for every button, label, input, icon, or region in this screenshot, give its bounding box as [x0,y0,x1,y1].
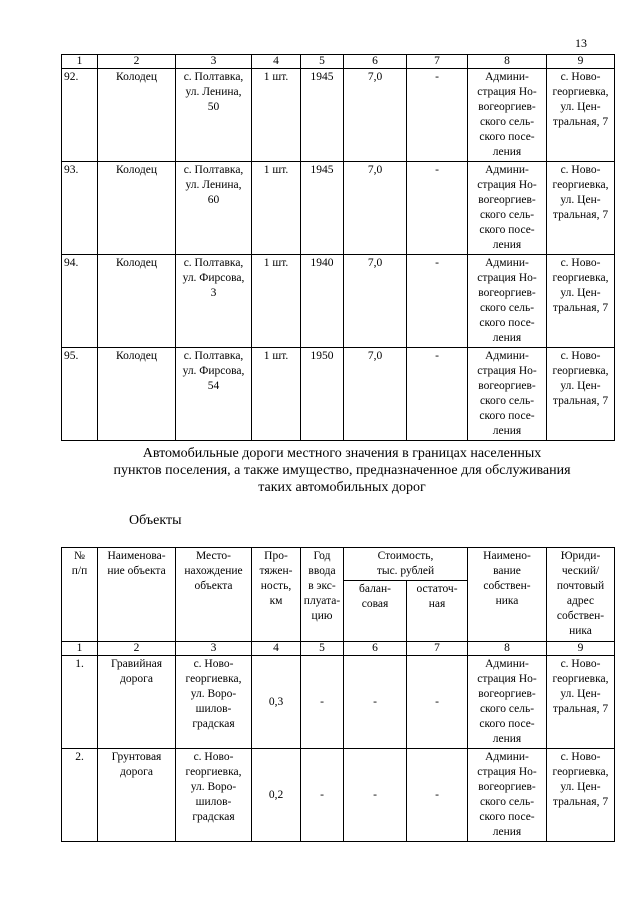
row-number: 92. [62,69,98,162]
roads-table [61,547,615,842]
balance-value: - [344,749,407,842]
length: 0,2 [252,749,301,842]
book-value: 7,0 [344,162,407,255]
object-name: Грунтовая дорога [98,749,176,842]
col-number: 9 [547,55,615,69]
object-location: с. Ново- георгиевка, ул. Воро- шилов- градская [176,749,252,842]
col-number: 3 [176,55,252,69]
residual-value: - [407,749,468,842]
header-address: Юриди- ческий/ почтовый адрес собствен- ника [547,548,615,642]
owner: Админи- страция Но- вогеоргиев- ского сель- ского посе- ления [468,348,547,441]
residual-value: - [407,162,468,255]
header-year: Год ввода в экс- плуата- цию [301,548,344,642]
section-heading: Автомобильные дороги местного значения в границах населенных пунктов поселения, а также имущество, предназначенное для обслуживания таких автомобильных дорог [113,446,571,495]
object-name: Колодец [98,162,176,255]
header-location: Место- нахождение объекта [176,548,252,642]
balance-value: - [344,656,407,749]
residual-value: - [407,348,468,441]
column-number-row [62,642,615,656]
header-residual: остаточ- ная [407,581,468,642]
table-row [62,749,615,842]
col-number: 4 [252,55,301,69]
table-row [62,348,615,441]
header-name: Наименова- ние объекта [98,548,176,642]
owner: Админи- страция Но- вогеоргиев- ского сель- ского посе- ления [468,656,547,749]
year: 1940 [301,255,344,348]
owner: Админи- страция Но- вогеоргиев- ского сель- ского посе- ления [468,749,547,842]
quantity: 1 шт. [252,255,301,348]
col-number: 7 [407,642,468,656]
residual-value: - [407,69,468,162]
header-cost: Стоимость, тыс. рублей [344,548,468,581]
quantity: 1 шт. [252,69,301,162]
residual-value: - [407,656,468,749]
residual-value: - [407,255,468,348]
book-value: 7,0 [344,69,407,162]
object-location: с. Полтавка, ул. Фирсова, 54 [176,348,252,441]
col-number: 9 [547,642,615,656]
row-number: 95. [62,348,98,441]
owner: Админи- страция Но- вогеоргиев- ского сель- ского посе- ления [468,162,547,255]
col-number: 1 [62,55,98,69]
owner: Админи- страция Но- вогеоргиев- ского сель- ского посе- ления [468,69,547,162]
table-row [62,255,615,348]
col-number: 4 [252,642,301,656]
year: - [301,656,344,749]
year: 1945 [301,69,344,162]
page-number: 13 [575,36,587,50]
row-number: 94. [62,255,98,348]
header-length: Про- тяжен- ность, км [252,548,301,642]
header-balance: балан- совая [344,581,407,642]
table-row [62,656,615,749]
row-number: 1. [62,656,98,749]
col-number: 6 [344,55,407,69]
header-row [62,548,615,581]
column-number-row [62,55,615,69]
quantity: 1 шт. [252,162,301,255]
owner-address: с. Ново- георгиевка, ул. Цен- тральная, 7 [547,749,615,842]
owner-address: с. Ново- георгиевка, ул. Цен- тральная, 7 [547,255,615,348]
col-number: 2 [98,55,176,69]
owner-address: с. Ново- георгиевка, ул. Цен- тральная, 7 [547,348,615,441]
object-location: с. Полтавка, ул. Фирсова, 3 [176,255,252,348]
col-number: 5 [301,642,344,656]
object-location: с. Полтавка, ул. Ленина, 60 [176,162,252,255]
row-number: 93. [62,162,98,255]
objects-label: Объекты [129,513,182,528]
col-number: 8 [468,642,547,656]
book-value: 7,0 [344,255,407,348]
owner-address: с. Ново- георгиевка, ул. Цен- тральная, 7 [547,69,615,162]
col-number: 2 [98,642,176,656]
year: 1945 [301,162,344,255]
col-number: 3 [176,642,252,656]
col-number: 6 [344,642,407,656]
year: 1950 [301,348,344,441]
book-value: 7,0 [344,348,407,441]
table-row [62,69,615,162]
owner-address: с. Ново- георгиевка, ул. Цен- тральная, 7 [547,162,615,255]
year: - [301,749,344,842]
length: 0,3 [252,656,301,749]
col-number: 7 [407,55,468,69]
header-num: № п/п [62,548,98,642]
object-location: с. Ново- георгиевка, ул. Воро- шилов- градская [176,656,252,749]
wells-table [61,54,615,441]
col-number: 1 [62,642,98,656]
owner: Админи- страция Но- вогеоргиев- ского сель- ского посе- ления [468,255,547,348]
object-location: с. Полтавка, ул. Ленина, 50 [176,69,252,162]
row-number: 2. [62,749,98,842]
col-number: 8 [468,55,547,69]
col-number: 5 [301,55,344,69]
quantity: 1 шт. [252,348,301,441]
object-name: Гравийная дорога [98,656,176,749]
object-name: Колодец [98,69,176,162]
header-owner: Наимено- вание собствен- ника [468,548,547,642]
object-name: Колодец [98,348,176,441]
owner-address: с. Ново- георгиевка, ул. Цен- тральная, 7 [547,656,615,749]
table-row [62,162,615,255]
object-name: Колодец [98,255,176,348]
